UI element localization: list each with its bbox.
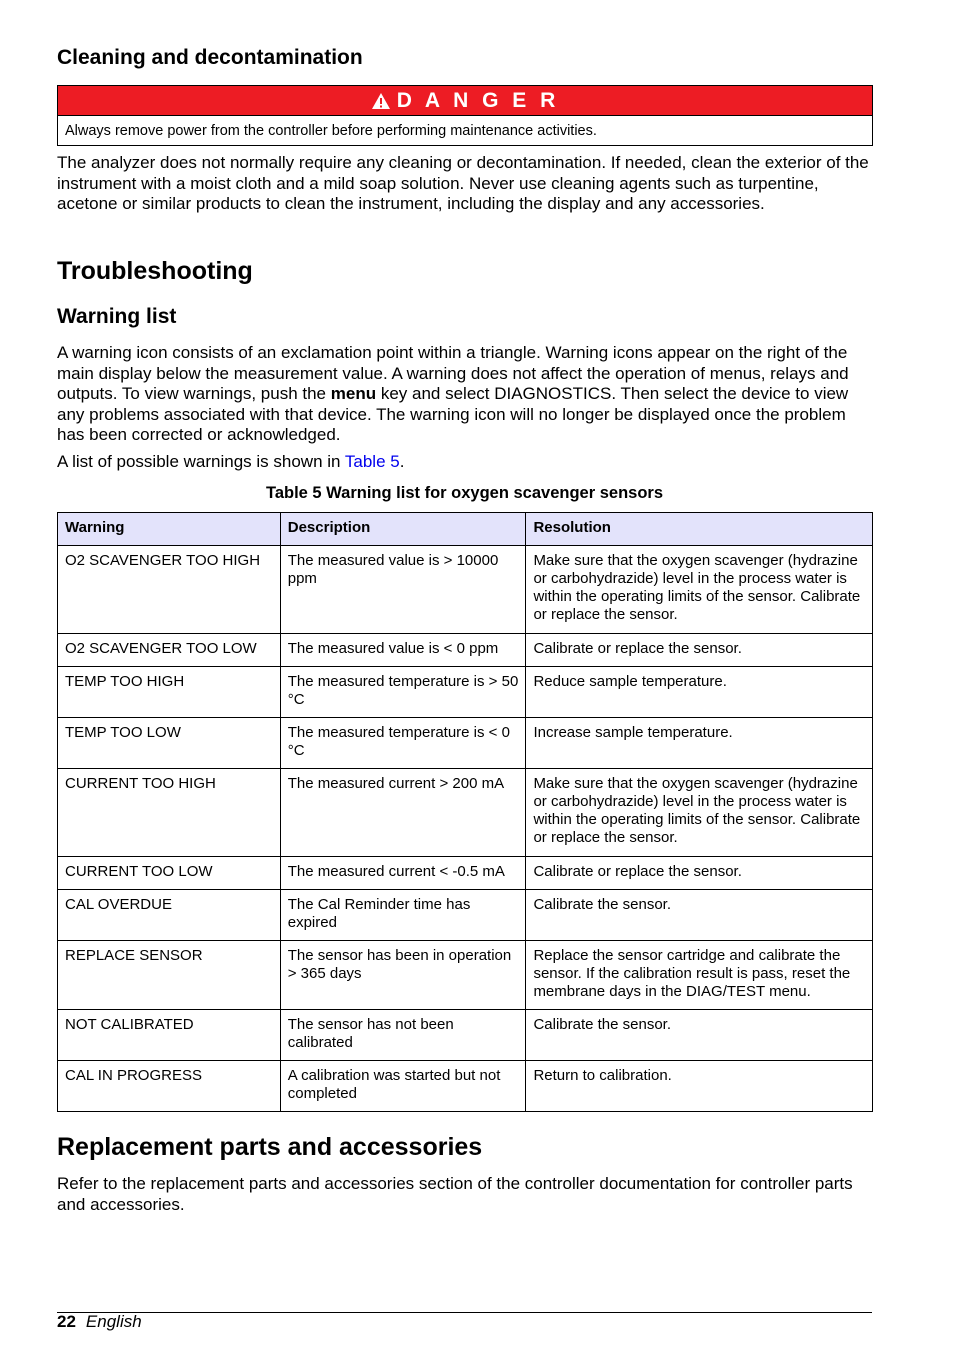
warning-list-heading: Warning list (57, 305, 177, 328)
table-row (58, 1010, 873, 1061)
resolution-cell: Increase sample temperature. (526, 718, 873, 769)
header-description: Description (280, 513, 526, 546)
warning-cell: REPLACE SENSOR (58, 941, 281, 1010)
warning-cell: CAL IN PROGRESS (58, 1061, 281, 1112)
description-cell: The measured value is > 10000 ppm (280, 546, 526, 634)
description-cell: The measured temperature is > 50 °C (280, 667, 526, 718)
warning-cell: CURRENT TOO LOW (58, 857, 281, 890)
resolution-cell: Calibrate the sensor. (526, 1010, 873, 1061)
danger-text: Always remove power from the controller before performing maintenance activities. (65, 123, 597, 139)
table-row (58, 634, 873, 667)
description-cell: The measured value is < 0 ppm (280, 634, 526, 667)
table-caption: Table 5 Warning list for oxygen scavenger sensors (265, 484, 664, 502)
cleaning-heading: Cleaning and decontamination (57, 46, 363, 69)
resolution-cell: Reduce sample temperature. (526, 667, 873, 718)
table-row (58, 857, 873, 890)
description-cell: A calibration was started but not completed (280, 1061, 526, 1112)
warning-cell: O2 SCAVENGER TOO HIGH (58, 546, 281, 634)
replacement-heading: Replacement parts and accessories (57, 1133, 483, 1161)
resolution-cell: Replace the sensor cartridge and calibrate the sensor. If the calibration result is pass, reset the membrane days in the DIAG/TEST menu. (526, 941, 873, 1010)
table-row (58, 769, 873, 857)
warning-cell: TEMP TOO HIGH (58, 667, 281, 718)
danger-header (58, 86, 872, 116)
description-cell: The Cal Reminder time has expired (280, 890, 526, 941)
warning-table (57, 512, 873, 1112)
table-row (58, 941, 873, 1010)
troubleshooting-heading: Troubleshooting (57, 257, 253, 285)
description-cell: The measured current < -0.5 mA (280, 857, 526, 890)
resolution-cell: Calibrate or replace the sensor. (526, 634, 873, 667)
danger-box (57, 85, 873, 146)
replacement-body: Refer to the replacement parts and accessories section of the controller documentation for controller parts and accessories. (57, 1174, 853, 1214)
table-row (58, 546, 873, 634)
intro-period: . (399, 452, 405, 471)
description-cell: The sensor has not been calibrated (280, 1010, 526, 1061)
resolution-cell: Make sure that the oxygen scavenger (hydrazine or carbohydrazide) level in the process water is within the operating limits of the sensor. Calibrate or replace the sensor. (526, 769, 873, 857)
resolution-cell: Calibrate or replace the sensor. (526, 857, 873, 890)
table-header-row (58, 513, 873, 546)
page-number: 22 (57, 1312, 76, 1331)
table-row (58, 890, 873, 941)
warning-triangle-icon (371, 92, 391, 110)
footer-language: English (85, 1312, 142, 1331)
warning-cell: CAL OVERDUE (58, 890, 281, 941)
table-row (58, 718, 873, 769)
warning-cell: O2 SCAVENGER TOO LOW (58, 634, 281, 667)
description-cell: The measured current > 200 mA (280, 769, 526, 857)
warning-cell: TEMP TOO LOW (58, 718, 281, 769)
danger-label: D A N G E R (396, 88, 560, 112)
para-text-2: key and select DIAGNOSTICS. Then select the device to view any problems associated with that device. The warning icon will no longer be displayed once the problem has been corrected or acknowledged. (57, 384, 849, 444)
warning-list-paragraph (57, 343, 872, 446)
table-5-link[interactable]: Table 5 (344, 452, 400, 471)
header-resolution: Resolution (526, 513, 873, 546)
warning-cell: CURRENT TOO HIGH (58, 769, 281, 857)
page-footer (57, 1312, 142, 1332)
description-cell: The measured temperature is < 0 °C (280, 718, 526, 769)
resolution-cell: Calibrate the sensor. (526, 890, 873, 941)
footer-divider (57, 1312, 872, 1313)
menu-key-term: menu (330, 384, 377, 403)
warning-cell: NOT CALIBRATED (58, 1010, 281, 1061)
cleaning-body: The analyzer does not normally require any cleaning or decontamination. If needed, clean the exterior of the instrument with a moist cloth and a mild soap solution. Never use cleaning agents such as turpentine, acetone or similar products to clean the instrument, including the display and any accessories. (57, 153, 869, 213)
table-row (58, 1061, 873, 1112)
resolution-cell: Make sure that the oxygen scavenger (hydrazine or carbohydrazide) level in the process water is within the operating limits of the sensor. Calibrate or replace the sensor. (526, 546, 873, 634)
intro-text: A list of possible warnings is shown in (57, 452, 345, 471)
header-warning: Warning (58, 513, 281, 546)
resolution-cell: Return to calibration. (526, 1061, 873, 1112)
table-row (58, 667, 873, 718)
description-cell: The sensor has been in operation > 365 days (280, 941, 526, 1010)
para-text-1: A warning icon consists of an exclamation point within a triangle. Warning icons appear on the right of the main display below the measurement value. A warning does not affect the operation of menus, relays and outputs. To view warnings, push the (57, 343, 849, 403)
warning-list-intro (57, 452, 872, 473)
